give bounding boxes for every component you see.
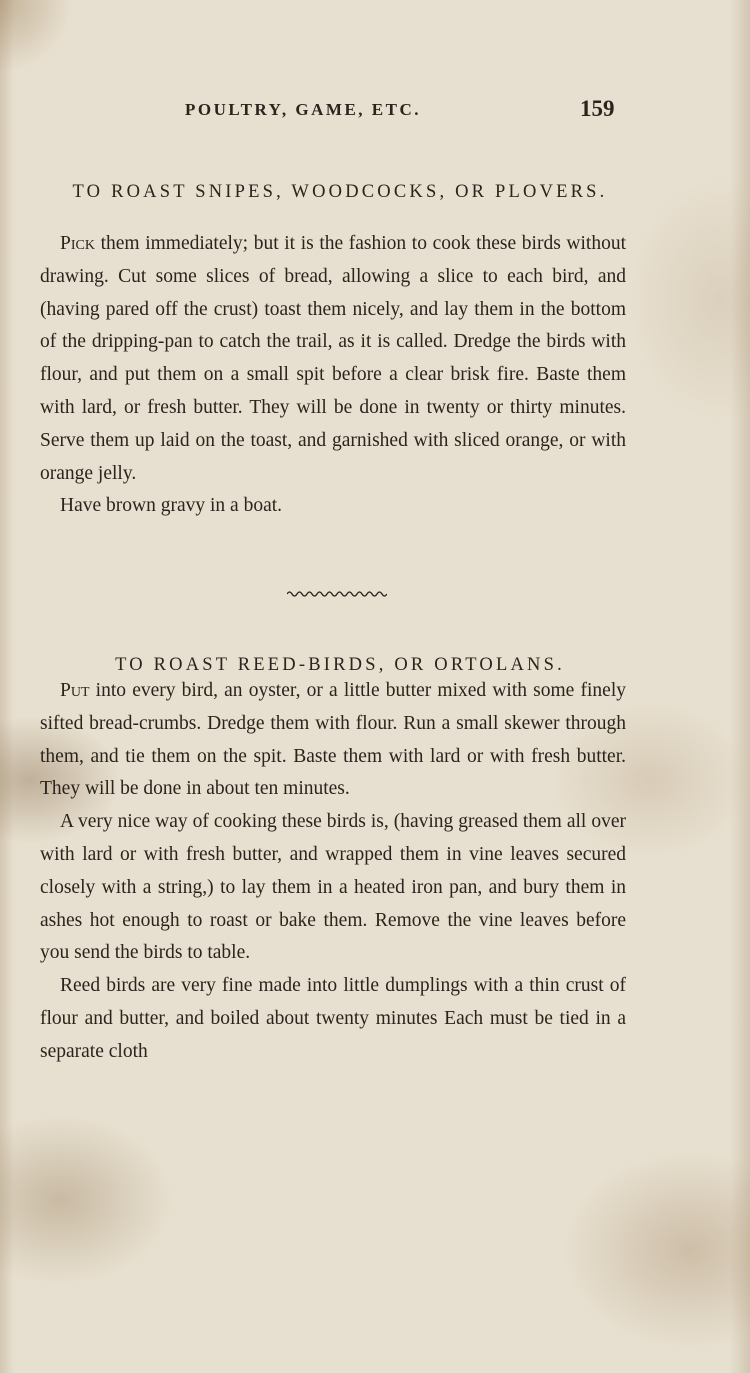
paragraph-text: into every bird, an oyster, or a little butter mixed with some finely sifted bread-crumbs. Dredge them with flour. Run a small skewer through them, and tie them on the spit. Baste them with lard or with fresh butter. They will be done in about ten minutes.: [40, 680, 626, 800]
paragraph-text: them immediately; but it is the fashion to cook these birds without drawing. Cut some slices of bread, allowing a slice to each bird, and (having pared off the crust) toast them nicely, and lay them in the bottom of the dripping-pan to catch the trail, as it is called. Dredge the birds with flour, and put them on a small spit before a clear brisk fire. Baste them with lard, or fresh butter. They will be done in twenty or thirty minutes. Serve them up laid on the toast, and garnished with sliced orange, or with orange jelly.: [40, 233, 626, 484]
section-body-reed-birds: [40, 675, 626, 1069]
paragraph: Have brown gravy in a boat.: [60, 495, 283, 517]
paragraph: A very nice way of cooking these birds is, (having greased them all over with lard or with fresh butter, and wrapped them in vine leaves secured closely with a string,) to lay them in a heated iron pan, and bury them in ashes hot enough to roast or bake them. Remove the vine leaves before you send the birds to table.: [40, 811, 626, 964]
paragraph: Reed birds are very fine made into little dumplings with a thin crust of flour and butter, and boiled about twenty minutes Each must be tied in a separate cloth: [40, 975, 626, 1062]
section-divider-ornament: [287, 590, 387, 598]
section-heading-reed-birds: TO ROAST REED-BIRDS, OR ORTOLANS.: [115, 655, 565, 676]
lead-word: Put: [60, 680, 90, 701]
paragraph: [40, 675, 626, 806]
section-heading-snipes: TO ROAST SNIPES, WOODCOCKS, OR PLOVERS.: [72, 182, 608, 203]
lead-word: Pick: [60, 233, 95, 254]
section-body-snipes: [40, 228, 626, 523]
paragraph: [40, 228, 626, 490]
page-number: 159: [580, 96, 615, 121]
running-head: POULTRY, GAME, ETC.: [185, 100, 421, 119]
